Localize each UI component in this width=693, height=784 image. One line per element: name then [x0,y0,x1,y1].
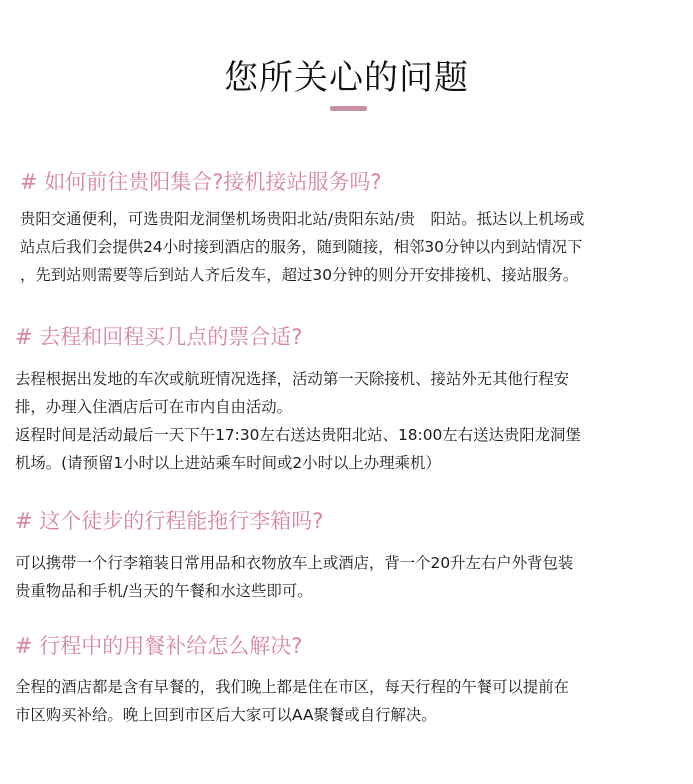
faq-question: # 这个徒步的行程能拖行李箱吗? [15,509,324,533]
faq-answer-line: ，先到站则需要等后到站人齐后发车，超过30分钟的则分开安排接机、接站服务。 [20,266,579,284]
title-underline [330,106,367,111]
faq-answer-line: 市区购买补给。晚上回到市区后大家可以AA聚餐或自行解决。 [15,706,437,724]
page-title: 您所关心的问题 [224,58,469,98]
faq-answer-line: 贵重物品和手机/当天的午餐和水这些即可。 [15,582,313,600]
faq-answer-line: 站点后我们会提供24小时接到酒店的服务，随到随接，相邻30分钟以内到站情况下 [20,238,583,256]
faq-question: # 去程和回程买几点的票合适? [15,325,303,349]
faq-answer-line: 返程时间是活动最后一天下午17:30左右送达贵阳北站、18:00左右送达贵阳龙洞堡 [15,426,581,444]
faq-question: # 行程中的用餐补给怎么解决? [15,634,303,658]
faq-answer-line: 贵阳交通便利，可选贵阳龙洞堡机场贵阳北站/贵阳东站/贵 阳站。抵达以上机场或 [20,210,585,228]
faq-answer-line: 去程根据出发地的车次或航班情况选择，活动第一天除接机、接站外无其他行程安 [15,370,570,388]
faq-answer-line: 可以携带一个行李箱装日常用品和衣物放车上或酒店，背一个20升左右户外背包装 [15,554,574,572]
faq-answer-line: 机场。(请预留1小时以上进站乘车时间或2小时以上办理乘机） [15,454,441,472]
faq-answer-line: 排，办理入住酒店后可在市内自由活动。 [15,398,293,416]
faq-question: # 如何前往贵阳集合?接机接站服务吗? [20,170,382,194]
faq-answer-line: 全程的酒店都是含有早餐的，我们晚上都是住在市区，每天行程的午餐可以提前在 [15,678,570,696]
